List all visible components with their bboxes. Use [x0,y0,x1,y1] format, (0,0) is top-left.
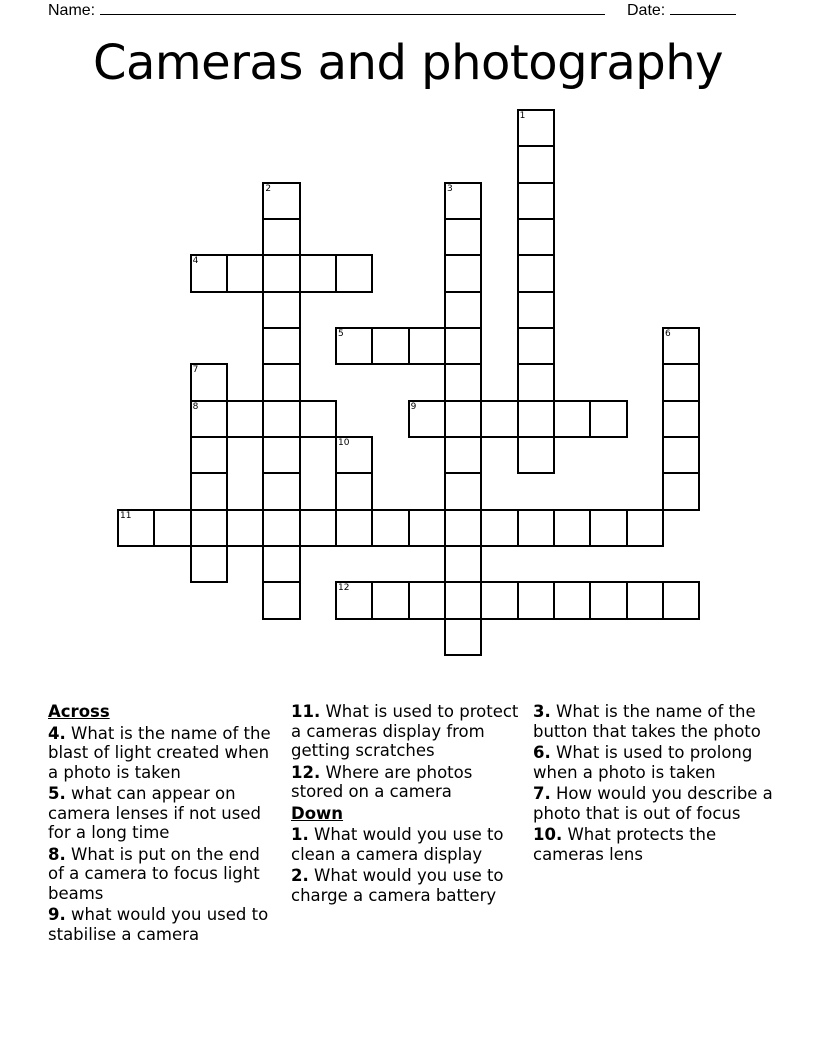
date-line[interactable] [670,0,736,15]
crossword-cell[interactable] [662,581,701,620]
crossword-cell[interactable] [190,545,229,584]
down-heading: Down [291,803,344,823]
crossword-cell[interactable] [444,436,483,475]
crossword-cell[interactable] [153,509,192,548]
clue-across-4 [48,724,280,783]
clue-down-2 [291,866,526,905]
crossword-cell[interactable] [408,400,447,439]
crossword-cell[interactable] [517,436,556,475]
clue-text: What is used to protect a cameras display from getting scratches [291,702,519,760]
crossword-cell[interactable] [190,400,229,439]
crossword-cell[interactable] [335,436,374,475]
clue-down-3 [533,702,773,741]
crossword-cell[interactable] [444,218,483,257]
clue-down-7 [533,784,773,823]
clue-number: 2. [291,866,309,885]
clue-across-12 [291,763,526,802]
crossword-cell[interactable] [626,581,665,620]
crossword-cell[interactable] [517,400,556,439]
clue-text: What would you use to clean a camera display [291,825,504,864]
across-heading: Across [48,702,110,721]
crossword-cell[interactable] [262,254,301,293]
crossword-cell[interactable] [517,109,556,148]
crossword-cell[interactable] [553,400,592,439]
crossword-cell[interactable] [299,254,338,293]
crossword-cell[interactable] [517,327,556,366]
clue-start-number: 6 [664,328,671,339]
crossword-cell[interactable] [662,472,701,511]
crossword-cell[interactable] [444,472,483,511]
name-field[interactable] [48,0,605,20]
clue-number: 12. [291,762,321,782]
crossword-cell[interactable] [662,436,701,475]
clue-across-9 [48,905,280,944]
crossword-cell[interactable] [335,509,374,548]
clue-start-number: 7 [192,365,199,376]
crossword-cell[interactable] [335,254,374,293]
clue-start-number: 8 [192,401,199,412]
crossword-cell[interactable] [480,509,519,548]
crossword-cell[interactable] [371,509,410,548]
crossword-cell[interactable] [444,182,483,221]
crossword-cell[interactable] [517,145,556,184]
crossword-cell[interactable] [299,509,338,548]
crossword-cell[interactable] [335,327,374,366]
crossword-cell[interactable] [662,400,701,439]
crossword-cell[interactable] [444,581,483,620]
clue-text: What would you use to charge a camera battery [291,866,504,905]
clue-number: 3. [533,702,551,721]
header [48,0,768,22]
name-label: Name: [48,2,96,19]
crossword-cell[interactable] [589,400,628,439]
crossword-cell[interactable] [517,218,556,257]
crossword-cell[interactable] [444,400,483,439]
clue-text: What is put on the end of a camera to focus light beams [48,844,260,903]
crossword-cell[interactable] [517,363,556,402]
crossword-cell[interactable] [517,254,556,293]
crossword-cell[interactable] [262,218,301,257]
crossword-cell[interactable] [662,327,701,366]
crossword-cell[interactable] [371,581,410,620]
crossword-cell[interactable] [589,509,628,548]
crossword-cell[interactable] [444,618,483,657]
clue-number: 1. [291,825,309,844]
clue-start-number: 10 [337,437,350,448]
clues-column-2 [291,702,526,907]
crossword-cell[interactable] [589,581,628,620]
crossword-cell[interactable] [553,581,592,620]
crossword-cell[interactable] [553,509,592,548]
crossword-cell[interactable] [408,581,447,620]
crossword-cell[interactable] [117,509,156,548]
crossword-cell[interactable] [335,581,374,620]
crossword-cell[interactable] [517,182,556,221]
crossword-cell[interactable] [517,509,556,548]
clue-text: what would you used to stabilise a camera [48,905,269,944]
crossword-cell[interactable] [480,581,519,620]
clue-text: what can appear on camera lenses if not used for a long time [48,784,261,842]
crossword-cell[interactable] [408,327,447,366]
clue-text: What is the name of the blast of light created when a photo is taken [48,723,271,782]
crossword-cell[interactable] [444,545,483,584]
name-line[interactable] [100,0,605,15]
clue-number: 5. [48,784,66,803]
clue-start-number: 5 [337,328,344,339]
clue-down-1 [291,825,526,864]
crossword-cell[interactable] [190,363,229,402]
crossword-cell[interactable] [444,291,483,330]
crossword-cell[interactable] [262,291,301,330]
clue-text: What is used to prolong when a photo is taken [533,743,753,782]
crossword-cell[interactable] [662,363,701,402]
crossword-cell[interactable] [444,363,483,402]
crossword-cell[interactable] [226,400,265,439]
crossword-cell[interactable] [190,436,229,475]
crossword-cell[interactable] [444,254,483,293]
crossword-cell[interactable] [262,472,301,511]
clue-start-number: 11 [120,510,132,521]
clue-number: 9. [48,905,66,924]
crossword-cell[interactable] [262,436,301,475]
crossword-cell[interactable] [480,400,519,439]
clue-across-11 [291,702,526,761]
crossword-cell[interactable] [262,509,301,548]
crossword-cell[interactable] [190,509,229,548]
crossword-cell[interactable] [517,581,556,620]
clue-text: What protects the cameras lens [533,825,717,864]
crossword-cell[interactable] [262,581,301,620]
clue-number: 8. [48,844,66,864]
crossword-cell[interactable] [517,291,556,330]
crossword-cell[interactable] [444,509,483,548]
crossword-cell[interactable] [262,400,301,439]
clue-start-number: 4 [192,256,199,267]
clue-start-number: 1 [519,111,526,121]
clue-across-5 [48,784,280,843]
clue-start-number: 2 [265,183,272,194]
crossword-cell[interactable] [190,472,229,511]
crossword-cell[interactable] [190,254,229,293]
crossword-cell[interactable] [299,400,338,439]
date-field[interactable] [627,0,736,20]
crossword-cell[interactable] [262,545,301,584]
clue-number: 10. [533,825,563,844]
clue-start-number: 12 [337,583,350,594]
clue-start-number: 3 [446,183,453,194]
date-label: Date: [627,2,666,19]
clue-text: How would you describe a photo that is out of focus [533,784,773,823]
crossword-cell[interactable] [371,327,410,366]
crossword-cell[interactable] [626,509,665,548]
clue-number: 11. [291,702,321,721]
page-title: Cameras and photography [92,35,724,91]
crossword-cell[interactable] [262,363,301,402]
clue-number: 6. [533,743,551,762]
crossword-cell[interactable] [262,182,301,221]
crossword-cell[interactable] [335,472,374,511]
clue-start-number: 9 [410,401,417,412]
clue-number: 7. [533,784,551,803]
clues-column-1 [48,702,280,946]
crossword-cell[interactable] [226,254,265,293]
clue-text: What is the name of the button that takes the photo [533,702,761,741]
clue-across-8 [48,845,280,904]
clue-text: Where are photos stored on a camera [291,762,473,801]
crossword-cell[interactable] [262,327,301,366]
clue-down-10 [533,825,773,864]
crossword-cell[interactable] [226,509,265,548]
crossword-cell[interactable] [408,509,447,548]
clue-down-6 [533,743,773,782]
crossword-cell[interactable] [444,327,483,366]
clue-number: 4. [48,723,66,743]
clues-column-3 [533,702,773,866]
